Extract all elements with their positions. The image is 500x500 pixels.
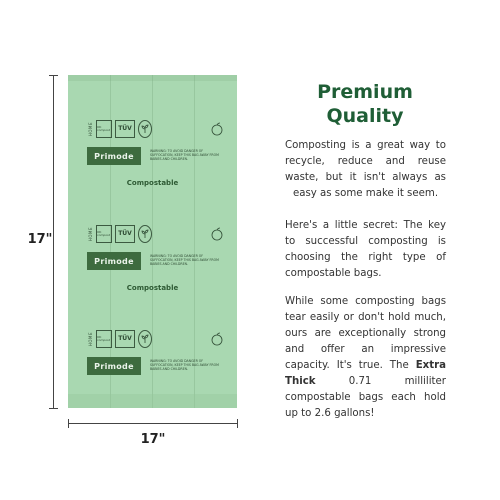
height-dimension-cap-top — [49, 75, 58, 76]
suffocation-warning: WARNING: TO AVOID DANGER OF SUFFOCATION, KEEP THIS BAG AWAY FROM BABIES AND CHILDREN. — [150, 359, 219, 372]
ok-compost-logo — [96, 330, 112, 348]
brand-logo: Primode — [87, 147, 141, 165]
ok-compost-logo — [96, 225, 112, 243]
extra-thick-emphasis: Extra Thick — [285, 360, 446, 387]
tuv-text: TÜV — [118, 335, 132, 342]
brand-logo: Primode — [87, 252, 141, 270]
cert-small-text: OK compost — [97, 125, 110, 132]
height-dimension-cap-bottom — [49, 408, 58, 409]
width-label: 17" — [140, 432, 166, 447]
bag-print-section — [68, 212, 237, 312]
compostable-label: Compostable — [126, 179, 179, 187]
seedling-logo — [138, 330, 152, 348]
compostable-bag — [68, 75, 237, 408]
paragraph-capacity-text: While some composting bags tear easily or don't hold much, ours are exceptionally strong and offer an impressive capacity. It's true. The — [285, 296, 446, 371]
width-dimension-cap-right — [237, 419, 238, 428]
compostable-label: Compostable — [126, 284, 179, 292]
suffocation-warning: WARNING: TO AVOID DANGER OF SUFFOCATION, KEEP THIS BAG AWAY FROM BABIES AND CHILDREN. — [150, 254, 219, 267]
width-dimension-line — [68, 423, 237, 424]
bag-print-section — [68, 107, 237, 207]
paragraph-intro: Composting is a great way to recycle, reduce and reuse waste, but it isn't always as easy as some make it seem. — [285, 140, 446, 199]
suffocation-warning: WARNING: TO AVOID DANGER OF SUFFOCATION, KEEP THIS BAG AWAY FROM BABIES AND CHILDREN. — [150, 149, 219, 162]
bag-bottom-seal — [68, 394, 237, 408]
home-label: HOME — [88, 226, 93, 242]
paragraph-capacity-text-end: 0.71 milliliter compostable bags each hold up to 2.6 gallons! — [285, 376, 446, 419]
headline-line: Premium — [317, 81, 413, 103]
home-label: HOME — [88, 121, 93, 137]
height-dimension-line — [53, 75, 54, 408]
cert-small-text: OK compost — [97, 335, 110, 342]
certification-row — [88, 119, 223, 139]
tuv-logo — [115, 120, 135, 138]
width-dimension-cap-left — [68, 419, 69, 428]
tuv-text: TÜV — [118, 230, 132, 237]
ok-compost-logo — [96, 120, 112, 138]
home-label: HOME — [88, 331, 93, 347]
apple-compost-icon — [211, 122, 223, 136]
certification-row — [88, 329, 223, 349]
tuv-logo — [115, 330, 135, 348]
certification-row — [88, 224, 223, 244]
brand-logo: Primode — [87, 357, 141, 375]
headline — [290, 80, 440, 128]
headline-line: Quality — [326, 105, 404, 127]
apple-compost-icon — [211, 332, 223, 346]
tuv-logo — [115, 225, 135, 243]
seedling-logo — [138, 225, 152, 243]
height-label: 17" — [27, 232, 53, 247]
apple-compost-icon — [211, 227, 223, 241]
paragraph-secret: Here's a little secret: The key to successful composting is choosing the right type of compostable bags. — [285, 220, 446, 279]
paragraph-capacity — [285, 294, 446, 422]
cert-small-text: OK compost — [97, 230, 110, 237]
tuv-text: TÜV — [118, 125, 132, 132]
seedling-logo — [138, 120, 152, 138]
